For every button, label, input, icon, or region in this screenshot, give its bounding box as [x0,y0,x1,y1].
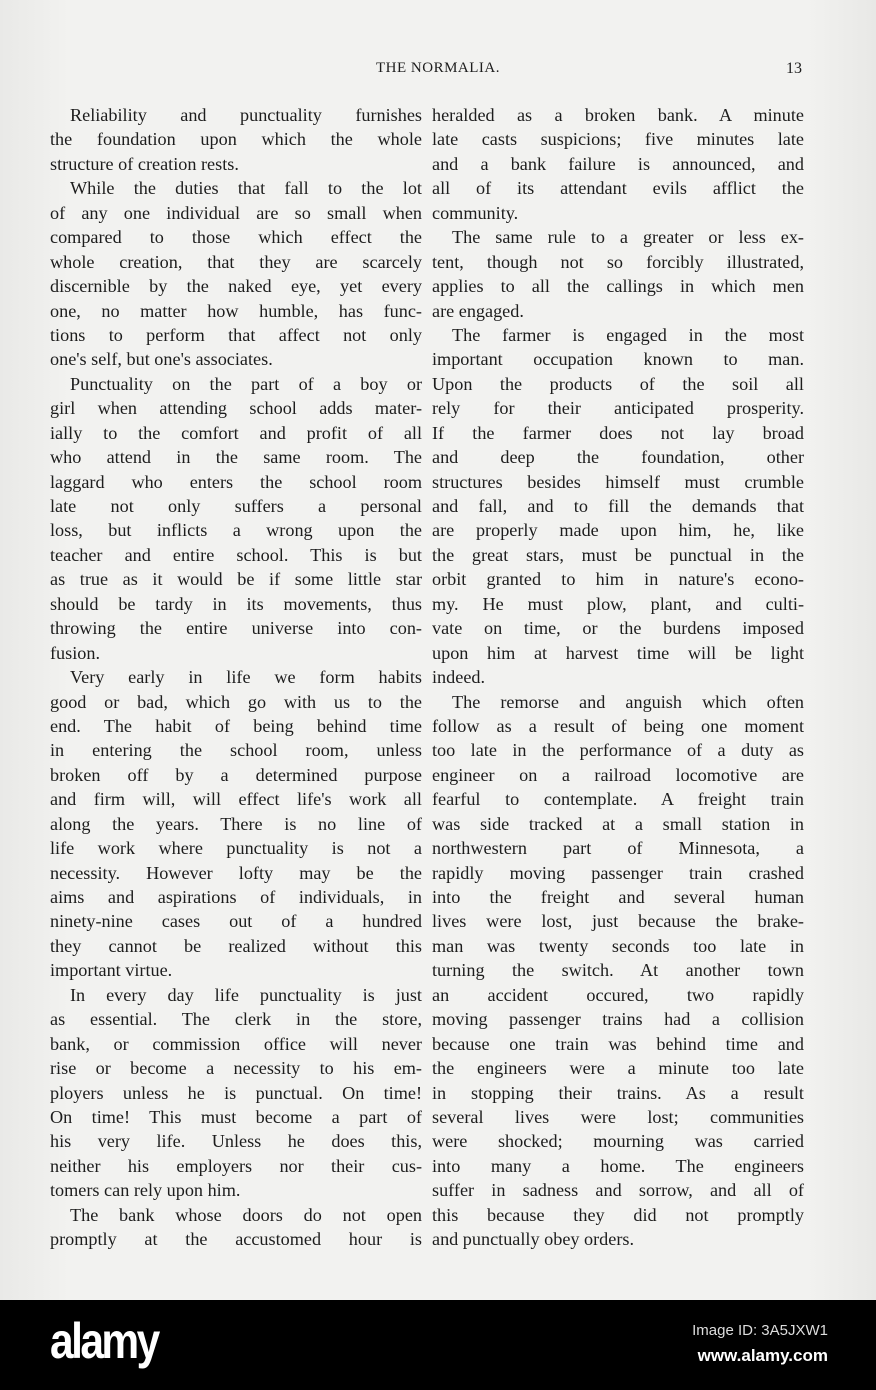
text-line: into many a home. The engineers [432,1155,804,1176]
text-line: If the farmer does not lay broad [432,422,804,443]
text-line: and deep the foundation, other [432,447,804,468]
text-line: turning the switch. At another town [432,960,804,981]
text-line: fusion. [50,642,101,663]
text-line: upon him at harvest time will be light [432,642,804,663]
text-line: and fall, and to fill the demands that [432,496,804,516]
text-line: his very life. Unless he does this, [50,1131,422,1152]
text-line: late casts suspicions; five minutes late [432,129,804,150]
text-line: of any one individual are so small when [50,202,422,223]
left-column [50,103,422,1252]
text-line: the foundation upon which the whole [50,129,422,150]
text-line: discernible by the naked eye, yet every [50,276,422,297]
paragraph [50,983,422,1203]
text-line: was side tracked at a small station in [432,813,804,834]
text-line: in entering the school room, unless [50,740,422,761]
text-line: too late in the performance of a duty as [432,740,804,761]
text-line: bank, or commission office will never [50,1033,422,1054]
text-line: and a bank failure is announced, and [432,153,804,174]
text-line: heralded as a broken bank. A minute [432,105,804,125]
text-line: community. [432,202,519,223]
text-line: laggard who enters the school room [50,471,422,492]
text-line: my. He must plow, plant, and culti- [432,593,804,614]
running-head-title: THE NORMALIA. [376,60,500,76]
text-line: along the years. There is no line of [50,813,422,834]
paragraph [50,103,422,176]
text-line: indeed. [432,667,486,688]
text-line: follow as a result of being one moment [432,715,804,736]
text-line: loss, but inflicts a wrong upon the [50,520,422,541]
text-line: an accident occured, two rapidly [432,984,804,1005]
text-line: as true as it would be if some little star [50,569,422,590]
text-line: girl when attending school adds mater- [50,398,422,419]
text-line: the great stars, must be punctual in the [432,544,804,565]
paragraph [432,690,804,1252]
paragraph [50,665,422,983]
text-line: tomers can rely upon him. [50,1180,241,1201]
text-line: structure of creation rests. [50,153,239,174]
text-line: tent, though not so forcibly illustrated, [432,251,804,272]
paragraph [50,372,422,665]
page-number: 13 [786,60,802,77]
text-line: one, no matter how humble, has func- [50,300,422,321]
paragraph [432,225,804,323]
text-line: compared to those which effect the [50,227,422,248]
text-line: The farmer is engaged in the most [452,324,804,345]
text-line: man was twenty seconds too late in [432,935,804,956]
text-line: fearful to contemplate. A freight train [432,789,804,810]
text-line: aims and aspirations of individuals, in [50,887,422,907]
text-line: While the duties that fall to the lot [70,178,422,199]
paragraph [432,323,804,690]
text-line: all of its attendant evils afflict the [432,178,804,199]
text-line: engineer on a railroad locomotive are [432,764,804,785]
text-line: In every day life punctuality is just [70,984,422,1005]
text-line: whole creation, that they are scarcely [50,251,422,272]
text-line: who attend in the same room. The [50,447,422,468]
text-line: life work where punctuality is not a [50,838,422,859]
text-line: late not only suffers a personal [50,496,422,516]
text-line: because one train was behind time and [432,1033,804,1054]
text-line: neither his employers nor their cus- [50,1155,422,1176]
text-line: Very early in life we form habits [70,667,422,688]
text-line: moving passenger trains had a collision [432,1009,804,1030]
text-line: broken off by a determined purpose [50,764,422,785]
text-line: suffer in sadness and sorrow, and all of [432,1180,804,1201]
text-line: The remorse and anguish which often [452,691,804,712]
watermark-footer [0,1300,876,1390]
text-line: Reliability and punctuality furnishes [70,105,422,125]
text-line: applies to all the callings in which men [432,276,804,297]
text-line: this because they did not promptly [432,1204,804,1225]
site-url: www.alamy.com [697,1346,828,1365]
image-id-label: Image ID: 3A5JXW1 [692,1322,828,1339]
paragraph [432,103,804,225]
text-line: teacher and entire school. This is but [50,544,422,565]
text-line: one's self, but one's associates. [50,349,273,370]
text-line: lives were lost, just because the brake- [432,911,804,932]
text-line: were shocked; mourning was carried [432,1131,804,1152]
text-line: rise or become a necessity to his em- [50,1058,422,1079]
text-line: ninety-nine cases out of a hundred [50,911,422,932]
text-line: Punctuality on the part of a boy or [70,373,422,394]
paragraph [50,176,422,372]
text-line: tions to perform that affect not only [50,324,422,345]
text-line: The same rule to a greater or less ex- [452,227,804,248]
text-line: several lives were lost; communities [432,1106,804,1127]
text-line: in stopping their trains. As a result [432,1082,804,1103]
paragraph [50,1203,422,1252]
text-line: good or bad, which go with us to the [50,691,422,712]
text-line: and firm will, will effect life's work all [50,789,422,810]
text-line: should be tardy in its movements, thus [50,593,422,614]
text-line: northwestern part of Minnesota, a [432,838,804,859]
text-line: and punctually obey orders. [432,1229,635,1250]
text-line: On time! This must become a part of [50,1106,422,1127]
right-column [432,103,804,1252]
text-line: are engaged. [432,300,524,321]
text-line: the engineers were a minute too late [432,1058,804,1079]
text-line: throwing the entire universe into con- [50,618,422,639]
text-line: as essential. The clerk in the store, [50,1009,422,1030]
text-line: ployers unless he is punctual. On time! [50,1082,422,1103]
text-line: structures besides himself must crumble [432,471,804,492]
text-line: orbit granted to him in nature's econo- [432,569,804,590]
text-line: rapidly moving passenger train crashed [432,862,804,883]
text-line: are properly made upon him, he, like [432,520,804,541]
text-line: The bank whose doors do not open [70,1204,422,1225]
text-line: Upon the products of the soil all [432,373,804,394]
text-line: important virtue. [50,960,173,981]
text-line: into the freight and several human [432,887,804,907]
alamy-logo: alamy [50,1313,158,1369]
text-line: end. The habit of being behind time [50,715,422,736]
text-line: ially to the comfort and profit of all [50,422,422,443]
text-line: promptly at the accustomed hour is [50,1229,422,1250]
text-line: rely for their anticipated prosperity. [432,398,804,419]
text-line: important occupation known to man. [432,349,804,370]
text-line: they cannot be realized without this [50,935,422,956]
text-line: necessity. However lofty may be the [50,862,422,883]
text-line: vate on time, or the burdens imposed [432,618,804,639]
